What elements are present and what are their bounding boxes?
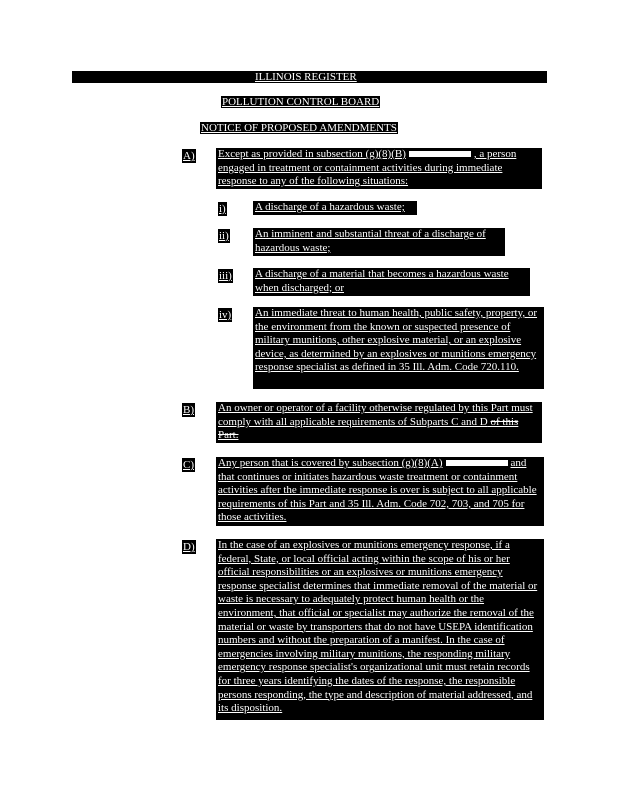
item-ii-label: ii) [219,230,229,242]
section-c-text-before: Any person that is covered by subsection (g)(8)(A) [218,457,443,469]
section-b-struck-text: of this Part. [218,415,519,442]
section-b-label: B) [183,404,194,416]
register-title: ILLINOIS REGISTER [255,71,357,83]
redaction-mark [446,460,508,466]
section-a-label: A) [183,150,195,162]
section-c-label: C) [183,459,194,471]
board-title: POLLUTION CONTROL BOARD [222,96,380,108]
item-iv-label: iv) [219,309,232,321]
section-b-main-text: An owner or operator of a facility otherwise regulated by this Part must comply with all applicable requirements of Subparts C and D [218,402,533,428]
section-b-text [216,402,542,443]
section-a-text [216,148,542,189]
notice-title: NOTICE OF PROPOSED AMENDMENTS [201,122,397,134]
item-iii-label: iii) [219,270,232,282]
section-a-text-after: , a person engaged in treatment or containment activities during immediate response to any of the following situations: [218,148,517,188]
redaction-mark [409,151,471,157]
item-i-label: i) [219,203,226,215]
item-iv-text: An immediate threat to human health, public safety, property, or the environment from the known or suspected presence of military munitions, other explosive material, or an explosive device, as determined by an explosives or munitions emergency response specialist as defined in 35 Ill. Adm. Code 720.110. [253,307,544,389]
section-c-text-after: and that continues or initiates hazardous waste treatment or containment activities after the immediate response is over is subject to all applicable requirements of this Part and 35 Ill. Adm. Code 702, 703, and 705 for those activities. [218,457,537,524]
section-a-text-before: Except as provided in subsection (g)(8)(B) [218,148,406,160]
item-ii-text: An imminent and substantial threat of a discharge of hazardous waste; [253,228,505,256]
item-iii-text: A discharge of a material that becomes a hazardous waste when discharged; or [253,268,530,296]
item-i-text: A discharge of a hazardous waste; [253,201,417,215]
section-d-label: D) [183,541,195,553]
section-d-text: In the case of an explosives or munitions emergency response, if a federal, State, or local official acting within the scope of his or her official responsibilities or an explosives or munitions emergency response specialist determines that immediate removal of the material or waste is necessary to adequately protect human health or the environment, that official or specialist may authorize the removal of the material or waste by transporters that do not have USEPA identification numbers and without the preparation of a manifest. In the case of emergencies involving military munitions, the responding military emergency response specialist's organizational unit must retain records for three years identifying the dates of the response, the responsible persons responding, the type and description of material addressed, and its disposition. [216,539,544,720]
section-c-text [216,457,544,526]
